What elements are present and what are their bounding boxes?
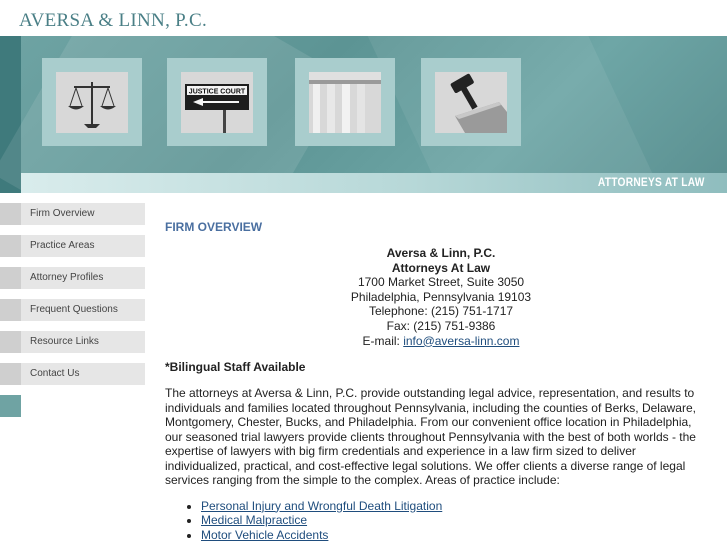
header-banner [0, 36, 727, 193]
nav-bullet [0, 363, 21, 385]
practice-area-link[interactable]: Medical Malpractice [201, 513, 308, 528]
email-label: E-mail: [362, 333, 404, 348]
contact-block [177, 246, 705, 348]
nav-bullet [0, 331, 21, 353]
sidebar-accent [0, 395, 21, 417]
practice-area-link[interactable]: Personal Injury and Wrongful Death Litigation [201, 498, 443, 513]
nav-bullet [0, 267, 21, 289]
site-header [0, 0, 727, 37]
banner-image-columns [295, 58, 395, 146]
court-sign-icon [181, 72, 253, 133]
nav-label: Practice Areas [30, 240, 95, 251]
nav-label: Frequent Questions [30, 304, 118, 315]
main-content [165, 220, 705, 543]
nav-bullet [0, 203, 21, 225]
email-link[interactable]: info@aversa-linn.com [403, 333, 520, 348]
telephone: Telephone: (215) 751-1717 [368, 304, 514, 319]
email-line [177, 334, 705, 349]
nav-label: Contact Us [30, 368, 80, 379]
nav-label: Resource Links [30, 336, 99, 347]
banner-image-scales [42, 58, 142, 146]
firm-logo[interactable]: AVERSA & LINN, P.C. [19, 10, 207, 31]
nav-item-frequent-questions[interactable] [0, 299, 145, 321]
list-item [201, 499, 705, 514]
firm-subtitle: Attorneys At Law [391, 260, 491, 275]
svg-text:JUSTICE COURT: JUSTICE COURT [188, 88, 246, 96]
nav-item-attorney-profiles[interactable] [0, 267, 145, 289]
list-item [201, 528, 705, 543]
scales-icon [56, 72, 128, 133]
practice-area-list [165, 499, 705, 543]
firm-title: Aversa & Linn, P.C. [386, 246, 496, 260]
city-address: Philadelphia, Pennsylvania 19103 [350, 289, 532, 304]
practice-area-link[interactable]: Motor Vehicle Accidents [201, 528, 329, 543]
gavel-icon [435, 72, 507, 133]
street-address: 1700 Market Street, Suite 3050 [357, 275, 525, 290]
nav-label: Attorney Profiles [30, 272, 104, 283]
nav-item-firm-overview[interactable] [0, 203, 145, 225]
banner-image-court-sign [167, 58, 267, 146]
banner-image-gavel [421, 58, 521, 146]
intro-paragraph: The attorneys at Aversa & Linn, P.C. provide outstanding legal advice, representation, and results to individuals and families located throughout Pennsylvania, including the counties of Berks, Delaware, Montgomery, Chester, Bucks, and Philadelphia. From our convenient office location in Philadelphia, our seasoned trial lawyers provide clients throughout Pennsylvania with the best of both worlds - the expertise of lawyers with big firm credentials and experience in a law firm sized to deliver individualized, practical, and cost-effective legal solutions. We offer clients a diverse range of legal services ranging from the simple to the complex. Areas of practice include: [165, 386, 696, 488]
nav-item-practice-areas[interactable] [0, 235, 145, 257]
fax: Fax: (215) 751-9386 [386, 318, 496, 333]
page-title: FIRM OVERVIEW [165, 220, 263, 234]
nav-bullet [0, 299, 21, 321]
tagline: ATTORNEYS AT LAW [598, 175, 705, 189]
list-item [201, 513, 705, 528]
nav-item-contact-us[interactable] [0, 363, 145, 385]
sidebar-nav [0, 203, 145, 417]
courthouse-columns-icon [309, 72, 381, 133]
bilingual-note: *Bilingual Staff Available [165, 360, 306, 375]
nav-bullet [0, 235, 21, 257]
nav-item-resource-links[interactable] [0, 331, 145, 353]
nav-label: Firm Overview [30, 208, 95, 219]
